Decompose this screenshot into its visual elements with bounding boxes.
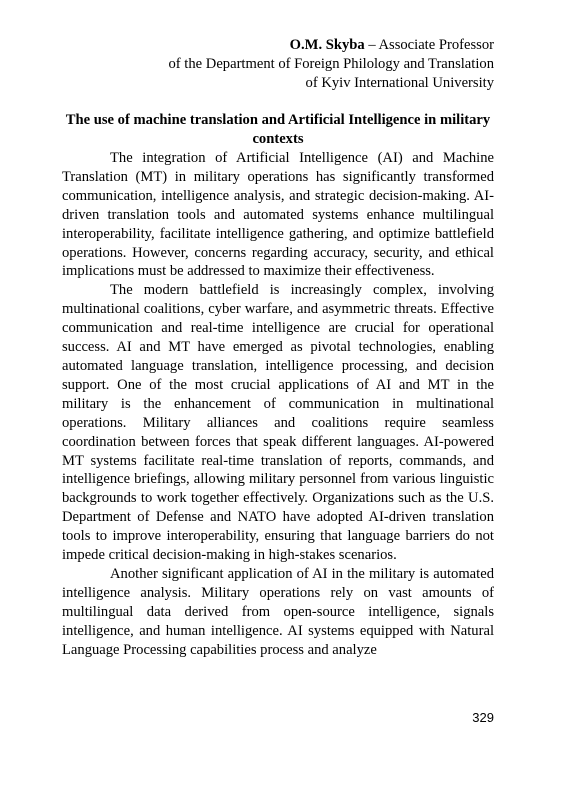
author-line	[62, 36, 494, 55]
author-name: O.M. Skyba	[289, 37, 365, 53]
affiliation-line-2: of Kyiv International University	[305, 75, 494, 91]
article-title: The use of machine translation and Artificial Intelligence in military contexts	[65, 112, 491, 147]
paragraph-3: Another significant application of AI in the military is automated intelligence analysis. Military operations rely on vast amounts of multilingual data derived from open-source intelligence, signals intelligence, and human intelligence. AI systems equipped with Natural Language Processing capabilities process and analyze	[62, 565, 494, 658]
paragraph-1: The integration of Artificial Intelligence (AI) and Machine Translation (MT) in military operations has significantly transformed communication, intelligence analysis, and strategic decision-making. AI-driven translation tools and automated systems enhance multilingual interoperability, facilitate intelligence gathering, and optimize battlefield operations. However, concerns regarding accuracy, security, and ethical implications must be addressed to maximize their effectiveness.	[62, 150, 494, 280]
author-position: – Associate Professor	[364, 37, 494, 53]
author-block	[62, 36, 494, 93]
page-number: 329	[472, 710, 494, 725]
paragraph-2: The modern battlefield is increasingly complex, involving multinational coalitions, cyber warfare, and asymmetric threats. Effective communication and real-time intelligence are crucial for operational success. AI and MT have emerged as pivotal technologies, enabling automated language translation, intelligence processing, and decision support. One of the most crucial applications of AI and MT in the military is the enhancement of communication in multinational operations. Military alliances and coalitions require seamless coordination between forces that speak different languages. AI-powered MT systems facilitate real-time translation of reports, commands, and intelligence briefings, allowing military personnel from various linguistic backgrounds to work together effectively. Organizations such as the U.S. Department of Defense and NATO have adopted AI-driven translation tools to improve interoperability, ensuring that language barriers do not impede critical decision-making in high-stakes scenarios.	[62, 282, 494, 564]
article-body	[62, 149, 494, 659]
affiliation-line-1: of the Department of Foreign Philology and Translation	[168, 56, 494, 72]
page-content	[62, 36, 494, 659]
